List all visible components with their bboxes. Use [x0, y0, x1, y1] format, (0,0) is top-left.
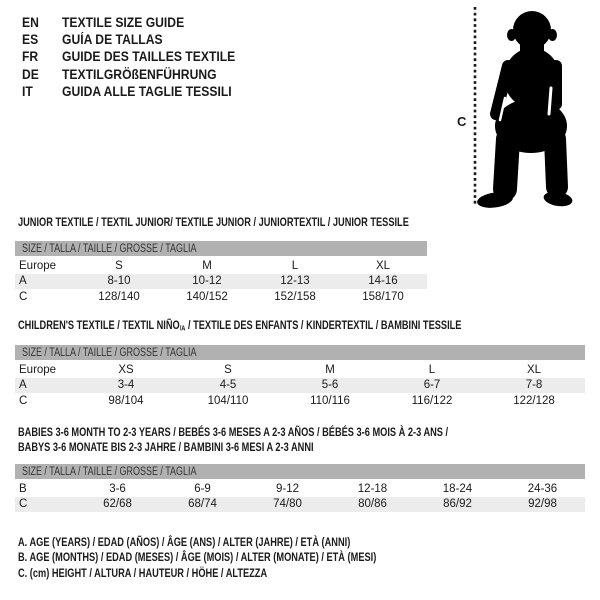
babies-section-title-line1: BABIES 3-6 MONTH TO 2-3 YEARS / BEBÉS 3-6 MESES A 2-3 AÑOS / BÉBÉS 3-6 MOIS À 2-3 ANS /: [18, 425, 449, 439]
age-cell: 24-36: [527, 482, 558, 495]
language-code-en: EN: [22, 15, 39, 31]
size-header-label: SIZE / TALLA / TAILLE / GRÖSSE / TAGLIA: [22, 346, 197, 359]
junior-row-a-age-years: [15, 274, 427, 290]
language-title-it: GUIDA ALLE TAGLIE TESSILI: [62, 83, 232, 99]
language-title-fr: GUIDE DES TAILLES TEXTILE: [62, 49, 236, 65]
language-row-it: [22, 83, 255, 100]
junior-row-c-height: [15, 289, 427, 305]
language-code-es: ES: [22, 32, 39, 48]
size-cell: L: [291, 259, 299, 272]
language-row-en: [22, 14, 255, 31]
children-size-header-bar: [15, 345, 585, 360]
age-cell: 12-13: [280, 275, 310, 288]
language-title-de: TEXTILGRÖßENFÜHRUNG: [62, 66, 217, 82]
row-label: Europe: [19, 259, 57, 272]
age-cell: 14-16: [368, 275, 398, 288]
age-cell: 8-10: [107, 275, 131, 288]
babies-row-b-age-months: [15, 481, 585, 497]
note-a-age-years: A. AGE (YEARS) / EDAD (AÑOS) / ÂGE (ANS) / ALTER (JAHRE) / ETÀ (ANNI): [18, 535, 351, 549]
height-cell: 104/110: [207, 394, 249, 407]
age-cell: 6-7: [423, 379, 441, 392]
children-title-post: / TEXTILE DES ENFANTS / KINDERTEXTIL / BAMBINI TESSILE: [185, 318, 462, 332]
age-cell: 3-6: [109, 482, 126, 495]
size-cell: L: [428, 363, 436, 376]
age-cell: 9-12: [275, 482, 300, 495]
babies-size-table: [15, 464, 585, 512]
children-row-c-height: [15, 393, 585, 409]
age-cell: 12-18: [357, 482, 388, 495]
children-row-a-age-years: [15, 378, 585, 394]
junior-section-title: JUNIOR TEXTILE / TEXTIL JUNIOR/ TEXTILE JUNIOR / JUNIORTEXTIL / JUNIOR TESSILE: [18, 215, 409, 229]
row-label: Europe: [19, 363, 57, 376]
children-row-europe: [15, 362, 585, 378]
size-header-label: SIZE / TALLA / TAILLE / GRÖSSE / TAGLIA: [22, 242, 197, 255]
height-cell: 122/128: [513, 394, 555, 407]
junior-size-header-bar: [15, 241, 427, 256]
babies-section-title-line2: BABYS 3-6 MONATE BIS 2-3 JAHRE / BAMBINI 3-6 MESI A 2-3 ANNI: [18, 439, 314, 454]
language-row-de: [22, 66, 255, 83]
age-cell: 7-8: [525, 379, 543, 392]
size-header-label: SIZE / TALLA / TAILLE / GRÖSSE / TAGLIA: [22, 465, 197, 478]
height-cell: 80/86: [358, 498, 387, 511]
age-cell: 18-24: [442, 482, 473, 495]
children-size-table: [15, 345, 585, 409]
note-c-height-cm: C. (cm) HEIGHT / ALTURA / HAUTEUR / HÖHE / ALTEZZA: [18, 565, 268, 580]
children-title-subscript: /A: [179, 323, 186, 333]
language-title-en: TEXTILE SIZE GUIDE: [62, 15, 185, 31]
language-title-list: [22, 14, 255, 100]
babies-row-c-height: [15, 497, 585, 513]
size-cell: XL: [375, 259, 391, 272]
toddler-silhouette-figure: [450, 4, 600, 214]
size-cell: S: [224, 363, 232, 376]
height-cell: 158/170: [362, 290, 404, 303]
height-cell: 116/122: [411, 394, 453, 407]
age-cell: 10-12: [192, 275, 222, 288]
age-cell: 4-5: [219, 379, 237, 392]
language-title-es: GUÍA DE TALLAS: [62, 32, 163, 48]
children-title-pre: CHILDREN'S TEXTILE / TEXTIL NIÑO: [18, 318, 180, 332]
height-cell: 140/152: [186, 290, 228, 303]
language-code-fr: FR: [22, 49, 39, 65]
language-code-de: DE: [22, 66, 39, 82]
age-cell: 5-6: [321, 379, 339, 392]
size-cell: S: [115, 259, 123, 272]
row-label: B: [19, 482, 27, 495]
height-cell: 62/68: [103, 498, 132, 511]
size-cell: XL: [526, 363, 542, 376]
language-row-es: [22, 31, 255, 48]
height-cell: 152/158: [274, 290, 316, 303]
height-label: C: [457, 114, 467, 129]
note-b-age-months: B. AGE (MONTHS) / EDAD (MESES) / ÂGE (MOIS) / ALTER (MONATE) / ETÀ (MESI): [18, 550, 377, 565]
height-cell: 110/116: [310, 394, 350, 407]
language-row-fr: [22, 48, 255, 65]
height-cell: 98/104: [108, 394, 144, 407]
height-cell: 68/74: [188, 498, 217, 511]
height-cell: 92/98: [528, 498, 557, 511]
junior-size-table: [15, 241, 427, 305]
row-label: A: [19, 379, 27, 392]
children-section-title: [18, 318, 461, 336]
height-cell: 128/140: [98, 290, 140, 303]
height-cell: 74/80: [273, 498, 302, 511]
row-label: C: [19, 290, 28, 303]
row-label: C: [19, 498, 28, 511]
size-cell: M: [325, 363, 335, 376]
age-cell: 3-4: [117, 379, 135, 392]
babies-size-header-bar: [15, 464, 585, 479]
language-code-it: IT: [22, 83, 33, 99]
size-cell: XS: [118, 363, 134, 376]
size-cell: M: [202, 259, 212, 272]
row-label: A: [19, 275, 27, 288]
age-cell: 6-9: [194, 482, 211, 495]
height-cell: 86/92: [443, 498, 472, 511]
toddler-silhouette: [476, 11, 573, 210]
junior-row-europe: [15, 258, 427, 274]
legend-notes: [18, 535, 483, 581]
row-label: C: [19, 394, 28, 407]
